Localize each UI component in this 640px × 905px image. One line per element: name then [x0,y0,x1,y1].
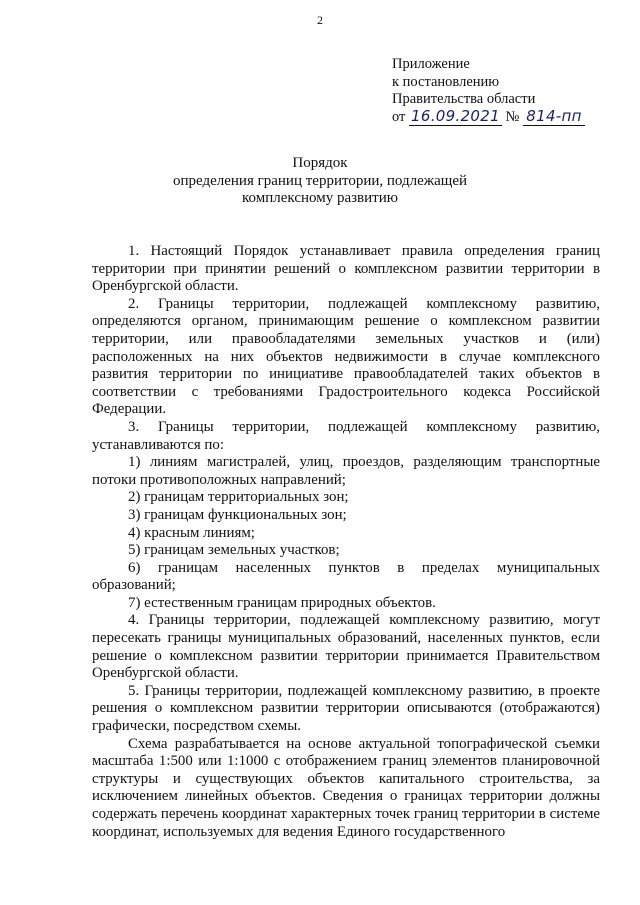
date-prefix: от [392,108,406,125]
list-item: 4) красным линиям; [128,524,255,541]
document-body [92,243,600,841]
title-line-2: определения границ территории, подлежащей [172,172,468,189]
paragraph-6: Схема разрабатывается на основе актуальной топографической съемки масштаба 1:500 или 1:1000 с отображением границ элементов планировочной структуры и существующих объектов капитального строительства, за исключением линейных объектов. Сведения о границах территории должны содержать перечень координат характерных точек границ территории в системе координат, используемых для ведения Единого государственного [92,735,600,840]
list-item: 2) границам территориальных зон; [128,489,349,506]
number-prefix: № [505,108,520,125]
document-title [0,155,640,208]
paragraph-4: 4. Границы территории, подлежащей комплексному развитию, могут пересекать границы муниципальных образований, населенных пунктов, если решение о комплексном развитии территории принимается Правительством Оренбургской области. [92,612,600,682]
paragraph-5: 5. Границы территории, подлежащей комплексному развитию, в проекте решения о комплексном развитии территории описываются (отображаются) графически, посредством схемы. [92,682,600,735]
handwritten-number: 814-пп [526,106,582,125]
title-line-1: Порядок [292,155,348,171]
appendix-line-1: Приложение [392,56,470,72]
list-item: 6) границам населенных пунктов в пределах муниципальных образований; [92,559,600,594]
appendix-date-line [392,106,585,127]
list-item: 7) естественным границам природных объектов. [128,594,436,611]
list-item: 5) границам земельных участков; [128,542,340,559]
list-item: 3) границам функциональных зон; [128,506,347,523]
paragraph-2: 2. Границы территории, подлежащей комплексному развитию, определяются органом, принимающим решение о комплексном развитии территории, или правообладателями земельных участков и (или) расположенных на них объектов недвижимости в случае комплексного развития территории по инициативе правообладателей таких объектов в соответствии с требованиями Градостроительного кодекса Российской Федерации. [92,295,600,418]
title-line-3: комплексному развитию [242,190,398,206]
paragraph-1: 1. Настоящий Порядок устанавливает правила определения границ территории при принятии решений о комплексном развитии территории в Оренбургской области. [92,243,600,295]
list-item: 1) линиям магистралей, улиц, проездов, разделяющим транспортные потоки противоположных направлений; [92,454,600,488]
handwritten-date: 16.09.2021 [411,106,500,125]
appendix-line-3: Правительства области [392,91,536,107]
appendix-line-2: к постановлению [392,73,500,90]
paragraph-3: 3. Границы территории, подлежащей комплексному развитию, устанавливаются по: [92,418,600,453]
appendix-header [392,56,585,126]
page-number: 2 [317,13,323,27]
